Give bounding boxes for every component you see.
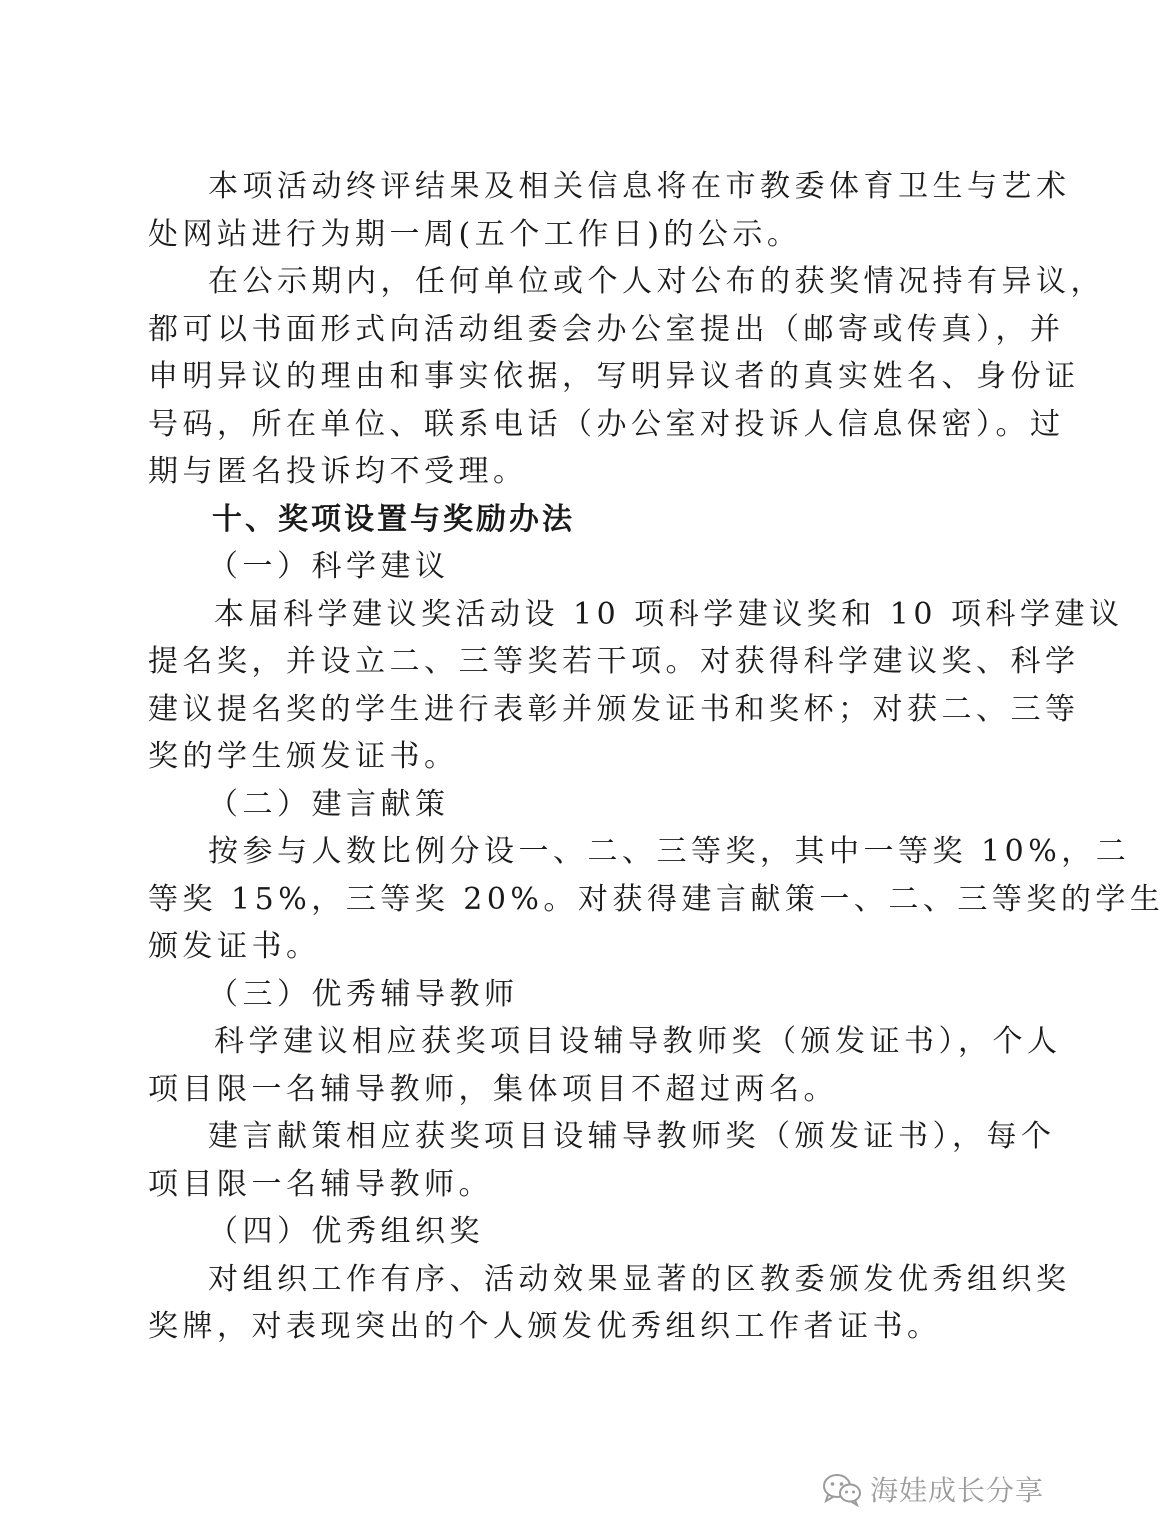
- text-line: 建议提名奖的学生进行表彰并颁发证书和奖杯；对获二、三等: [148, 691, 1080, 727]
- text-line: 期与匿名投诉均不受理。: [148, 454, 528, 489]
- text-line: 都可以书面形式向活动组委会办公室提出（邮寄或传真），并: [148, 311, 1065, 347]
- text-line: 科学建议相应获奖项目设辅导教师奖（颁发证书），个人: [214, 1024, 1062, 1059]
- text-line: 本项活动终评结果及相关信息将在市教委体育卫生与艺术: [208, 169, 1071, 204]
- watermark-text: 海娃成长分享: [869, 1474, 1044, 1507]
- text-line: 项目限一名辅导教师，集体项目不超过两名。: [148, 1071, 838, 1107]
- text-line: 处网站进行为期一周(五个工作日)的公示。: [148, 216, 802, 252]
- text-line: 提名奖，并设立二、三等奖若干项。对获得科学建议奖、科学: [148, 644, 1080, 679]
- section-heading: 十、奖项设置与奖励办法: [212, 501, 575, 537]
- text-line: 在公示期内，任何单位或个人对公布的获奖情况持有异议，: [208, 264, 1105, 299]
- subsection-title: （四）优秀组织奖: [208, 1214, 484, 1249]
- subsection-title: （一）科学建议: [208, 549, 450, 584]
- text-line: 等奖 15%，三等奖 20%。对获得建言献策一、二、三等奖的学生: [148, 881, 1164, 917]
- text-line: 号码，所在单位、联系电话（办公室对投诉人信息保密）。过: [148, 406, 1065, 442]
- text-line: 申明异议的理由和事实依据，写明异议者的真实姓名、身份证: [148, 359, 1080, 394]
- text-line: 本届科学建议奖活动设 10 项科学建议奖和 10 项科学建议: [214, 596, 1124, 632]
- text-line: 奖牌，对表现突出的个人颁发优秀组织工作者证书。: [148, 1309, 942, 1344]
- subsection-title: （二）建言献策: [208, 786, 450, 822]
- wechat-icon: [822, 1472, 862, 1506]
- subsection-title: （三）优秀辅导教师: [208, 976, 519, 1012]
- text-line: 按参与人数比例分设一、二、三等奖，其中一等奖 10%，二: [208, 834, 1131, 869]
- text-line: 对组织工作有序、活动效果显著的区教委颁发优秀组织奖: [208, 1261, 1071, 1297]
- watermark: [822, 1469, 1044, 1509]
- text-line: 项目限一名辅导教师。: [148, 1166, 493, 1202]
- document-body: [148, 163, 1164, 1351]
- text-line: 颁发证书。: [148, 929, 321, 964]
- text-line: 奖的学生颁发证书。: [148, 739, 459, 774]
- text-line: 建言献策相应获奖项目设辅导教师奖（颁发证书），每个: [208, 1119, 1056, 1154]
